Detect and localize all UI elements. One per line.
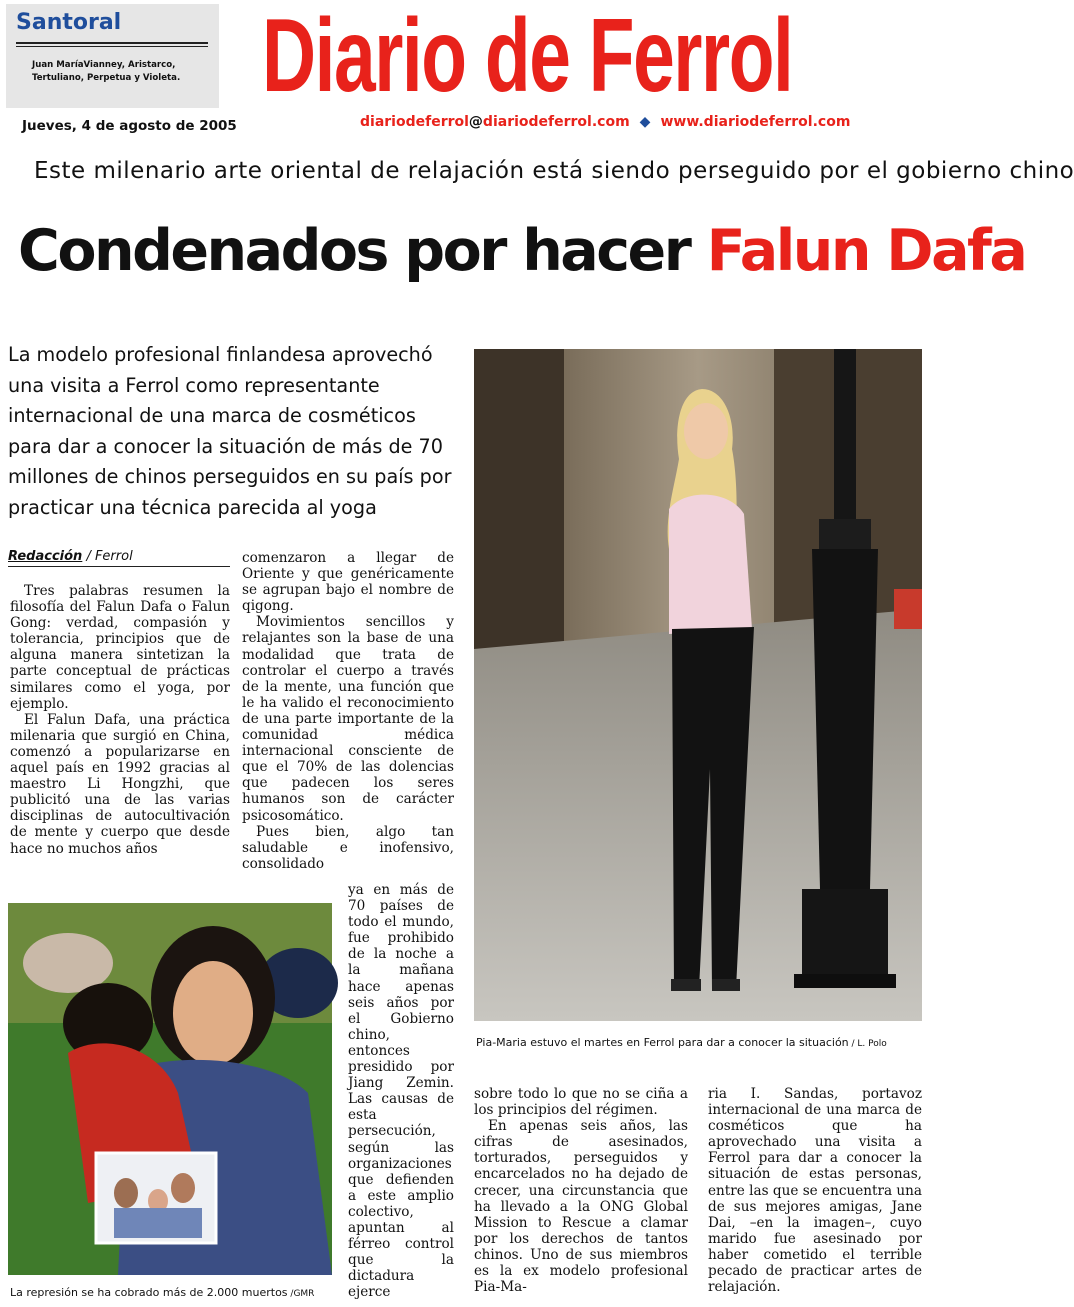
secondary-photo-image [8,903,332,1275]
paragraph: En apenas seis años, las cifras de asesinados, torturados, perseguidos y encarcelados no ha dejado de crecer, una circunstancia que ha llevado a la ONG Global Mission to Rescue a clamar por los derechos de tantos chinos. Uno de sus miembros es la ex modelo profesional Pia-Ma- [474,1118,688,1296]
issue-date: Jueves, 4 de agosto de 2005 [22,118,237,134]
paragraph: comenzaron a llegar de Oriente y que genéricamente se agrupan bajo el nombre de qigong. [242,550,454,615]
diamond-icon: ◆ [639,114,651,130]
newspaper-masthead: Diario de Ferrol [262,0,793,114]
santoral-box [6,4,219,108]
byline-place: / Ferrol [82,549,133,564]
secondary-photo-caption [10,1286,314,1299]
article-column-2 [242,550,454,872]
paragraph: El Falun Dafa, una práctica milenaria que surgió en China, comenzó a popularizarse en aquel país en 1992 gracias al maestro Li Hongzhi, que publicitó una de las varias disciplinas de autocultivación de mente y cuerpo que desde hace no muchos años [10,711,230,857]
paragraph: sobre todo lo que no se ciña a los principios del régimen. [474,1086,688,1119]
headline-part2: Falun Dafa [706,218,1026,284]
contact-line [360,114,850,130]
article-kicker: Este milenario arte oriental de relajación está siendo perseguido por el gobierno chino [34,158,1074,184]
paragraph: Pues bien, algo tan saludable e inofensivo, consolidado [242,823,454,872]
byline [8,549,133,564]
article-column-1 [10,583,230,857]
article-column-2-narrow: ya en más de 70 países de todo el mundo, fue prohibido de la noche a la mañana hace apenas seis años por el Gobierno chino, entonces presidido por Jiang Zemin. Las causas de esta persecución, según las organizaciones que defienden a este amplio colectivo, apuntan al férreo control que la dictadura ejerce [348,882,454,1301]
santoral-divider-thin [16,46,208,47]
santoral-title: Santoral [16,10,122,35]
main-photo [474,349,922,1021]
santoral-divider [16,42,208,44]
headline-part1: Condenados por hacer [18,218,707,284]
main-caption-credit: / L. Polo [848,1039,887,1049]
byline-author: Redacción [8,549,83,564]
paragraph: Movimientos sencillos y relajantes son la base de una modalidad que trata de controlar el cuerpo a través de la mente, una función que le ha valido el reconocimiento de una parte importante de la comunidad médica internacional consciente de que el 70% de las dolencias que padecen los seres humanos son de carácter psicosomático. [242,614,454,824]
email-at: @ [468,114,483,130]
article-column-4: ria I. Sandas, portavoz internacional de una marca de cosméticos que ha aprovechado una visita a Ferrol para dar a conocer la situación de estas personas, entre las que se encuentra una de sus mejores amigas, Jane Dai, –en la imagen–, cuyo marido fue asesinado por haber cometido el terrible pecado de practicar artes de relajación. [708,1086,923,1296]
main-photo-caption [476,1036,887,1049]
article-lead: La modelo profesional finlandesa aprovechó una visita a Ferrol como representante internacional de una marca de cosméticos para dar a conocer la situación de más de 70 millones de chinos perseguidos en su país por practicar una técnica parecida al yoga [8,343,452,519]
email-user: diariodeferrol [360,114,469,130]
santoral-names: Juan MaríaVianney, Aristarco, Tertuliano, Perpetua y Violeta. [32,60,181,83]
email-domain: diariodeferrol.com [482,114,630,130]
article-column-3 [474,1086,688,1295]
main-caption-text: Pia-Maria estuvo el martes en Ferrol para dar a conocer la situación [476,1036,849,1049]
paragraph: Tres palabras resumen la filosofía del Falun Dafa o Falun Gong: verdad, compasión y tolerancia, principios que de alguna manera sintetizan la parte conceptual de prácticas similares como el yoga, por ejemplo. [10,583,230,712]
main-photo-image [474,349,922,1021]
small-caption-text: La represión se ha cobrado más de 2.000 muertos [10,1286,288,1299]
website-link[interactable]: www.diariodeferrol.com [660,114,851,130]
byline-divider [8,566,230,567]
article-headline [18,218,1026,284]
secondary-photo [8,903,332,1275]
small-caption-credit: /GMR [287,1289,315,1299]
